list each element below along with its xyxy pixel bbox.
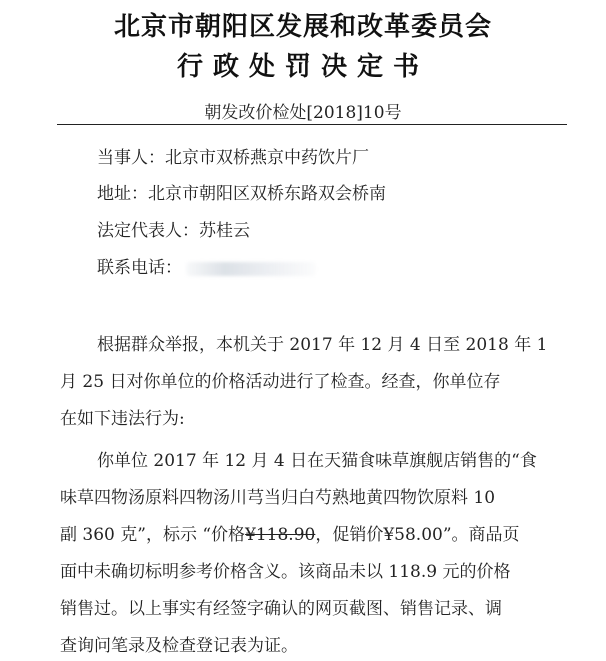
paragraph-2-line-6: 查询问笔录及检查登记表为证。 — [60, 636, 298, 656]
address-field: 地址：北京市朝阳区双桥东路双会桥南 — [97, 184, 386, 204]
paragraph-1-line-2: 月 25 日对你单位的价格活动进行了检查。经查，你单位存 — [60, 372, 501, 392]
line-3-suffix: ，促销价¥58.00”。商品页 — [315, 525, 520, 545]
document-type-title: 行政处罚决定书 — [176, 52, 429, 82]
phone-label: 联系电话： — [97, 258, 182, 278]
phone-field — [97, 253, 316, 278]
document-number: 朝发改价检处[2018]10号 — [204, 103, 402, 123]
paragraph-2-line-3 — [60, 520, 520, 545]
paragraph-2-line-4: 面中未确切标明参考价格含义。该商品未以 118.9 元的价格 — [60, 562, 511, 582]
line-3-prefix: 副 360 克”，标示 “价格 — [60, 525, 246, 545]
paragraph-2-line-2: 味草四物汤原料四物汤川芎当归白芍熟地黄四物饮原料 10 — [60, 488, 496, 508]
paragraph-2-line-5: 销售过。以上事实有经签字确认的网页截图、销售记录、调 — [60, 599, 502, 619]
header-divider — [57, 124, 567, 125]
redacted-phone-number — [186, 262, 316, 276]
struck-original-price: ¥118.90 — [245, 525, 316, 545]
issuing-authority-title: 北京市朝阳区发展和改革委员会 — [113, 12, 492, 42]
legal-representative-field: 法定代表人：苏桂云 — [97, 221, 250, 241]
paragraph-2-line-1: 你单位 2017 年 12 月 4 日在天猫食味草旗舰店销售的“食 — [97, 451, 537, 471]
party-field: 当事人：北京市双桥燕京中药饮片厂 — [97, 148, 369, 168]
paragraph-1-line-1: 根据群众举报，本机关于 2017 年 12 月 4 日至 2018 年 1 — [97, 335, 548, 355]
paragraph-1-line-3: 在如下违法行为: — [60, 409, 185, 429]
